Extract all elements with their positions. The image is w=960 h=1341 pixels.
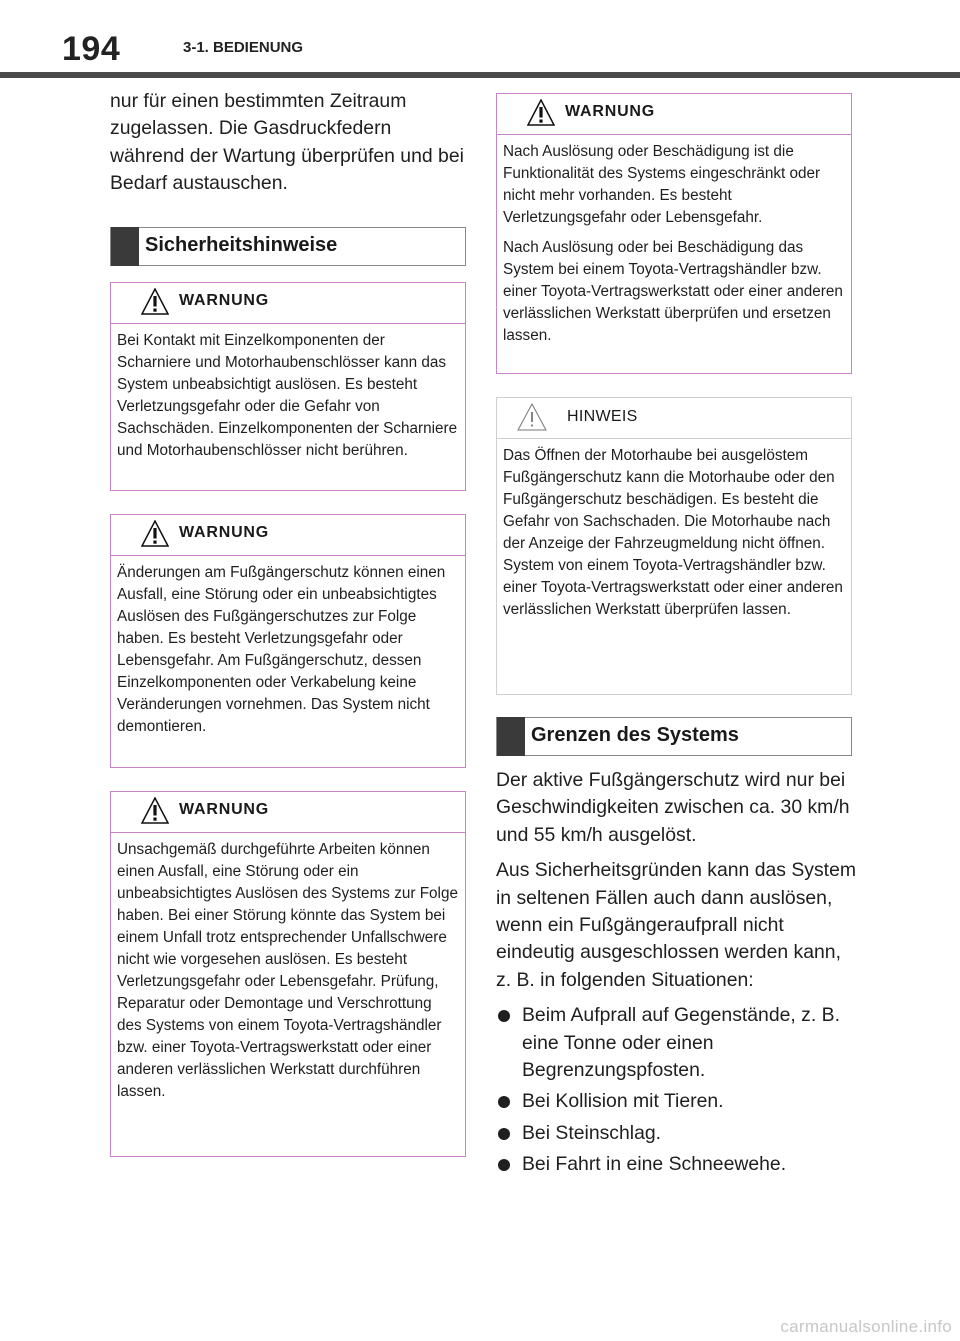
note-body — [497, 439, 851, 629]
warning-box-4 — [496, 93, 852, 374]
warning-body — [111, 833, 465, 1111]
list-item — [496, 1002, 856, 1084]
note-text: Das Öffnen der Motorhaube bei ausgelöstem Fußgängerschutz kann die Motorhaube oder den Fußgängerschutz beschädigen. Es besteht die Gefahr von Sachschaden. Die Motorhaube nach der Anzeige der Fahrzeugmeldung nicht öffnen. System von einem Toyota-Vertragshändler bzw. einer Toyota-Vertragswerkstatt oder einer anderen verlässlichen Werkstatt überprüfen lassen. — [503, 447, 843, 618]
heading-text: Sicherheitshinweise — [145, 234, 338, 256]
warning-header — [111, 515, 465, 556]
warning-header — [111, 283, 465, 324]
warning-triangle-icon — [527, 99, 555, 126]
bullet-icon — [498, 1159, 510, 1171]
list-item-text: Bei Steinschlag. — [522, 1121, 662, 1144]
note-title: HINWEIS — [567, 408, 638, 425]
heading-text: Grenzen des Systems — [531, 724, 739, 746]
warning-header — [497, 94, 851, 135]
bullet-icon — [498, 1010, 510, 1022]
note-header — [497, 398, 851, 439]
list-item — [496, 1120, 856, 1147]
limits-paragraph: Der aktive Fußgängerschutz wird nur bei Geschwindigkeiten zwischen ca. 30 km/h und 55 km/h ausgelöst. — [496, 769, 850, 846]
warning-title: WARNUNG — [565, 103, 656, 120]
warning-title: WARNUNG — [179, 801, 270, 818]
page-number: 194 — [62, 30, 121, 68]
bullet-icon — [498, 1096, 510, 1108]
warning-text: Änderungen am Fußgängerschutz können einen Ausfall, eine Störung oder ein unbeabsichtigtes Auslösen des Fußgängerschutzes zur Folge haben. Es besteht Verletzungsgefahr oder Lebensgefahr. Am Fußgängerschutz, dessen Einzelkomponenten oder Verkabelung keine Veränderungen vornehmen. Das System nicht demontieren. — [117, 564, 446, 735]
warning-body — [497, 135, 851, 355]
list-item — [496, 1151, 856, 1178]
note-box — [496, 397, 852, 695]
section-heading-limits — [496, 717, 852, 756]
warning-header — [111, 792, 465, 833]
list-item-text: Bei Fahrt in eine Schneewehe. — [522, 1153, 787, 1176]
warning-triangle-icon — [141, 797, 169, 824]
warning-box-2 — [110, 514, 466, 768]
caution-triangle-icon — [517, 403, 547, 431]
warning-box-1 — [110, 282, 466, 491]
warning-text: Unsachgemäß durchgeführte Arbeiten können einen Ausfall, eine Störung oder ein unbeabsichtigtes Auslösen des Systems zur Folge haben. Bei einer Störung könnte das System bei einem Unfall trotz entsprechender Unfallschwere nicht wie vorgesehen auslösen. Es besteht Verletzungsgefahr oder Lebensgefahr. Prüfung, Reparatur oder Demontage und Verschrottung des Systems von einem Toyota-Vertragshändler bzw. einer Toyota-Vertragswerkstatt oder einer anderen verlässlichen Werkstatt durchführen lassen. — [117, 841, 458, 1100]
warning-text: Bei Kontakt mit Einzelkomponenten der Scharniere und Motorhaubenschlösser kann das System unbeabsichtigt auslösen. Es besteht Verletzungsgefahr oder die Gefahr von Sachschäden. Einzelkomponenten der Scharniere und Motorhaubenschlösser nicht berühren. — [117, 332, 458, 459]
section-label: 3-1. BEDIENUNG — [183, 39, 304, 56]
list-item-text: Beim Aufprall auf Gegenstände, z. B. eine Tonne oder einen Begrenzungspfosten. — [522, 1004, 840, 1082]
warning-triangle-icon — [141, 288, 169, 315]
limits-paragraph: Aus Sicherheitsgründen kann das System in seltenen Fällen auch dann auslösen, wenn ein Fußgängeraufprall nicht eindeutig ausgeschlossen werden kann, z. B. in folgenden Situationen: — [496, 859, 857, 991]
heading-marker — [111, 227, 139, 266]
warning-text: Nach Auslösung oder bei Beschädigung das System bei einem Toyota-Vertragshändler bzw. einer Toyota-Vertragswerkstatt oder einer anderen verlässlichen Werkstatt überprüfen und ersetzen lassen. — [503, 239, 843, 344]
warning-title: WARNUNG — [179, 292, 270, 309]
list-item-text: Bei Kollision mit Tieren. — [522, 1090, 724, 1113]
header-divider — [0, 72, 960, 78]
page-header — [0, 0, 960, 78]
warning-box-3 — [110, 791, 466, 1157]
warning-title: WARNUNG — [179, 524, 270, 541]
bullet-icon — [498, 1128, 510, 1140]
heading-marker — [497, 717, 525, 756]
list-item — [496, 1088, 856, 1115]
warning-triangle-icon — [141, 520, 169, 547]
limits-body — [496, 767, 856, 1183]
situations-list — [496, 1002, 856, 1178]
warning-body — [111, 324, 465, 470]
section-heading-safety — [110, 227, 466, 266]
watermark: carmanualsonline.info — [780, 1317, 952, 1336]
warning-body — [111, 556, 465, 746]
warning-text: Nach Auslösung oder Beschädigung ist die Funktionalität des Systems eingeschränkt oder nicht mehr vorhanden. Es besteht Verletzungsgefahr oder Lebensgefahr. — [503, 143, 821, 226]
intro-paragraph: nur für einen bestimmten Zeitraum zugelassen. Die Gasdruckfedern während der Wartung überprüfen und bei Bedarf austauschen. — [110, 90, 464, 195]
